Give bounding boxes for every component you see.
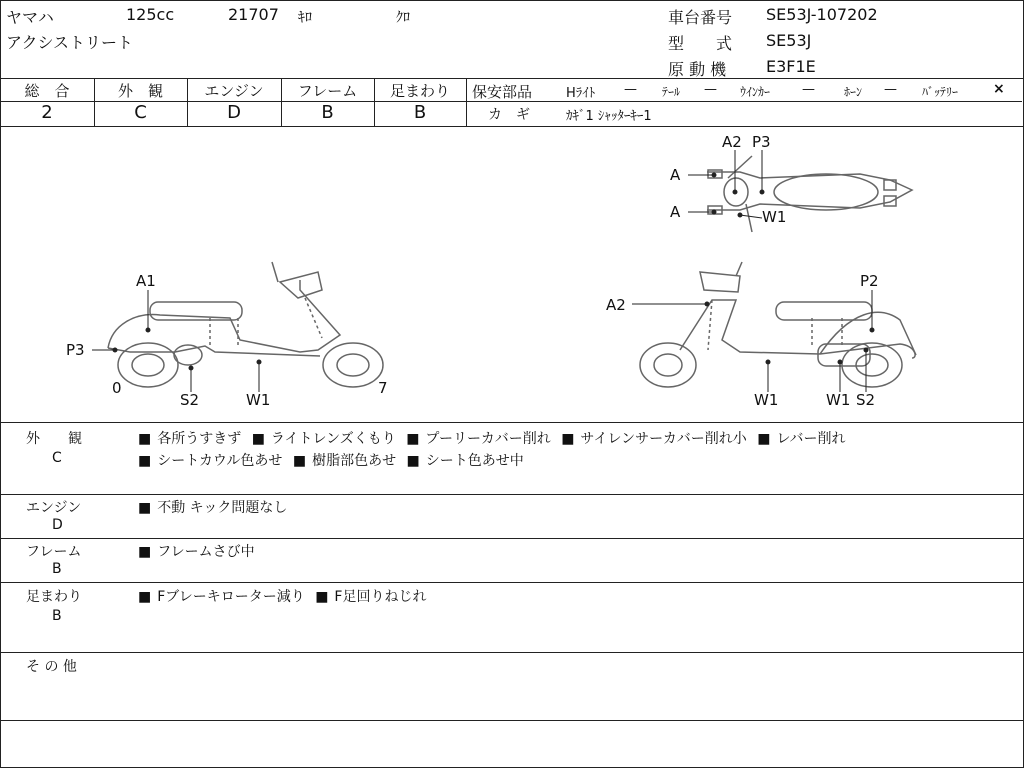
exterior-label: 外 観 (117, 82, 163, 100)
exterior-notes-line1 (138, 428, 846, 448)
frame-note: ■ フレームさび中 (138, 544, 255, 560)
overall-grade: 2 (41, 102, 53, 123)
exterior-note: ■ シート色あせ中 (407, 453, 524, 469)
label-seven: 7 (378, 379, 388, 397)
key-label: カ ギ (488, 107, 530, 123)
label-zero: 0 (112, 379, 122, 397)
label-w1-right-b: W1 (826, 391, 851, 409)
mileage-unit: ｷﾛ (298, 10, 312, 26)
label-w1-top: W1 (762, 208, 787, 226)
suspension-note: ■ Fブレーキローター減り (138, 589, 305, 605)
exterior-note: ■ レバー削れ (757, 431, 845, 447)
label-p3-left: P3 (66, 341, 85, 359)
exterior-grade: C (134, 102, 147, 123)
engine-model: E3F1E (766, 57, 816, 76)
exterior-note: ■ 各所うすきず (138, 431, 241, 447)
type: SE53J (766, 31, 812, 50)
exterior-notes-line2 (138, 450, 524, 470)
label-a2-right: A2 (606, 296, 626, 314)
divider (0, 720, 1024, 721)
divider (466, 101, 1022, 102)
engine-grade: D (227, 102, 241, 123)
mileage: 21707 (228, 5, 279, 24)
exterior-note: ■ ライトレンズくもり (252, 431, 396, 447)
frame-notes (138, 541, 255, 561)
label-s2-right: S2 (856, 391, 876, 409)
notes-exterior-grade: C (52, 450, 62, 466)
tail-label: ﾃｰﾙ (662, 85, 681, 99)
label-a2-top: A2 (722, 133, 742, 151)
frame-number: SE53J-107202 (766, 5, 878, 24)
label-s2-left: S2 (180, 391, 200, 409)
engine-notes (138, 497, 287, 517)
frame-number-label: 車台番号 (668, 8, 733, 27)
tail-status: — (704, 82, 717, 97)
frame-grade: B (321, 102, 334, 123)
headlight-label: Hﾗｲﾄ (566, 86, 596, 101)
label-p3-top: P3 (752, 133, 771, 151)
safety-parts-label: 保安部品 (472, 83, 533, 101)
suspension-notes (138, 586, 426, 606)
key-value: ｶｷﾞ1 ｼｬｯﾀｰｷｰ1 (566, 109, 652, 124)
exterior-note: ■ 樹脂部色あせ (293, 453, 396, 469)
divider (0, 652, 1024, 653)
suspension-note: ■ F足回りねじれ (315, 589, 426, 605)
label-a-upper: A (670, 166, 681, 184)
headlight-status: — (624, 82, 637, 97)
type-label: 型 式 (668, 34, 733, 53)
battery-status: × (993, 81, 1005, 97)
label-a-lower: A (670, 203, 681, 221)
divider (0, 538, 1024, 539)
label-p2: P2 (860, 272, 879, 290)
horn-label: ﾎｰﾝ (844, 85, 863, 99)
divider (0, 422, 1024, 423)
notes-exterior-label: 外 観 (26, 431, 82, 447)
battery-label: ﾊﾞｯﾃﾘｰ (922, 85, 959, 99)
frame-label: フレーム (297, 82, 358, 100)
label-w1-left: W1 (246, 391, 271, 409)
engine-label: エンジン (204, 82, 264, 100)
exterior-note: ■ シートカウル色あせ (138, 453, 282, 469)
notes-frame-label: フレーム (26, 544, 82, 560)
suspension-label: 足まわり (389, 82, 450, 100)
notes-other-label: そ の 他 (26, 659, 77, 675)
winker-label: ｳｲﾝｶｰ (740, 85, 771, 99)
maker: ヤマハ (6, 8, 54, 27)
divider (0, 582, 1024, 583)
engine-model-label: 原 動 機 (668, 60, 727, 79)
divider (466, 78, 467, 126)
notes-engine-label: エンジン (26, 500, 82, 516)
overall-label: 総 合 (24, 82, 70, 100)
model-name: アクシストリート (6, 33, 134, 52)
notes-suspension-label: 足まわり (26, 589, 82, 605)
winker-status: — (802, 82, 815, 97)
notes-engine-grade: D (52, 517, 63, 533)
exterior-note: ■ サイレンサーカバー削れ小 (561, 431, 747, 447)
notes-suspension-grade: B (52, 608, 62, 624)
label-a1: A1 (136, 272, 156, 290)
horn-status: — (884, 82, 897, 97)
scooter-top-view (707, 156, 912, 232)
notes-frame-grade: B (52, 561, 62, 577)
exterior-note: ■ プーリーカバー削れ (406, 431, 551, 447)
color: ｸﾛ (396, 10, 410, 26)
damage-diagram (0, 127, 1024, 422)
label-w1-right-a: W1 (754, 391, 779, 409)
suspension-grade: B (413, 102, 427, 123)
divider (0, 78, 1024, 79)
engine-note: ■ 不動 キック問題なし (138, 500, 287, 516)
displacement: 125cc (126, 5, 175, 24)
divider (0, 494, 1024, 495)
